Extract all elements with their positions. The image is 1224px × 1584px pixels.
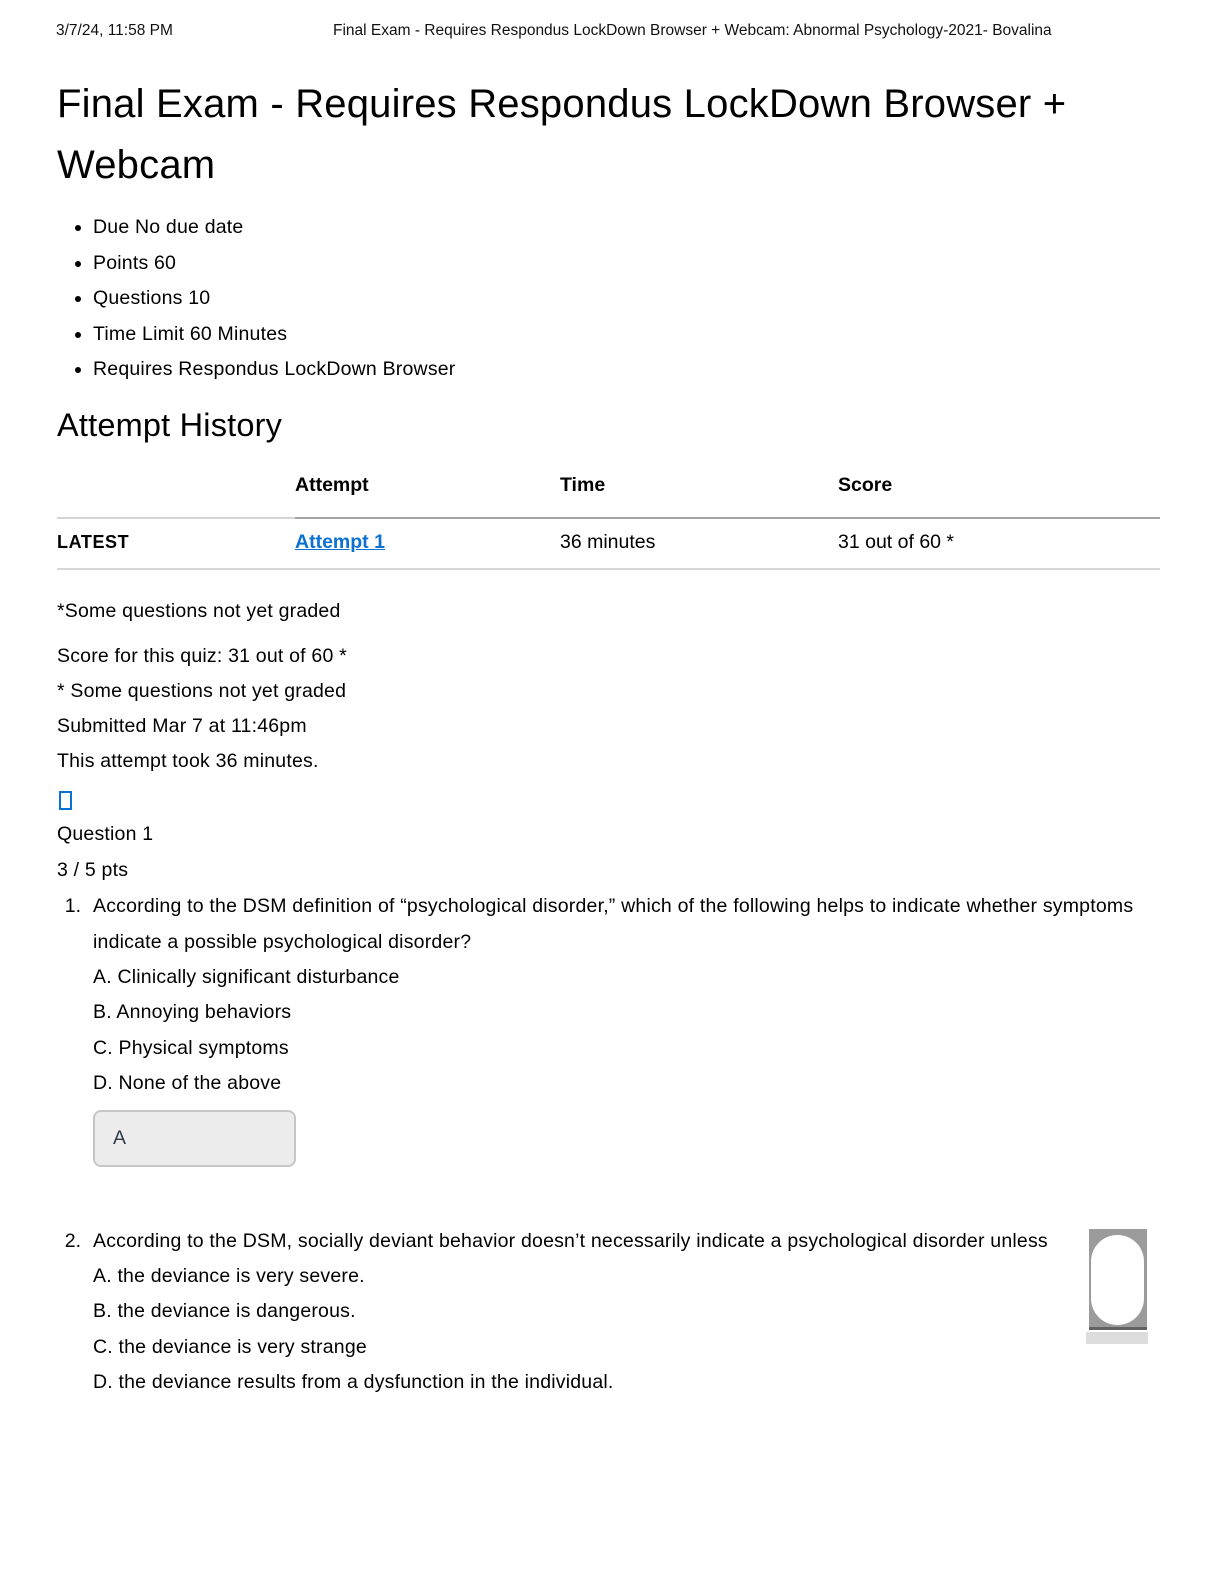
detail-due-date: • Due No due date: [93, 210, 1167, 246]
question-1-number: 1.: [64, 894, 81, 917]
detail-time-limit: • Time Limit 60 Minutes: [93, 317, 1167, 353]
scrollbar-strip: [1086, 1332, 1148, 1344]
answer-input[interactable]: [93, 1110, 296, 1167]
quiz-details-list: [57, 210, 1167, 388]
attempt-history-table: [57, 474, 1160, 570]
ungraded-note-2: * Some questions not yet graded: [57, 679, 347, 702]
question-header: [57, 816, 1167, 888]
attempt-time-value: 36 minutes: [560, 518, 838, 569]
detail-questions-count: • Questions 10: [93, 281, 1167, 317]
detail-lockdown-browser: • Requires Respondus LockDown Browser: [93, 352, 1167, 388]
score-summary: [57, 639, 1167, 779]
question-1-option-a: A. Clinically significant disturbance: [93, 965, 400, 988]
column-header-time: Time: [560, 474, 838, 518]
question-1-option-c: C. Physical symptoms: [93, 1036, 289, 1059]
attempt-1-link[interactable]: Attempt 1: [295, 530, 385, 553]
column-header-attempt: Attempt: [295, 474, 560, 518]
question-2-option-b: B. the deviance is dangerous.: [93, 1300, 356, 1322]
question-2-option-c: C. the deviance is very strange: [93, 1335, 367, 1358]
question-item-1: [57, 888, 1167, 1167]
scrollbar-thumb[interactable]: [1091, 1235, 1144, 1325]
question-title: Question 1: [57, 822, 154, 845]
quiz-title: Final Exam - Requires Respondus LockDown Browser + Webcam: [57, 82, 1067, 187]
score-line: Score for this quiz: 31 out of 60 *: [57, 644, 347, 667]
submitted-line: Submitted Mar 7 at 11:46pm: [57, 714, 307, 737]
quiz-page: [57, 0, 1167, 1401]
question-2-option-d: D. the deviance results from a dysfunction in the individual.: [93, 1371, 614, 1393]
scrollbar-track: [1089, 1229, 1147, 1330]
column-header-score: Score: [838, 474, 1160, 518]
ungraded-note: *Some questions not yet graded: [57, 599, 341, 622]
table-row: [57, 518, 1160, 569]
answer-value: A: [113, 1126, 127, 1149]
attempt-history-heading: Attempt History: [57, 406, 283, 443]
question-2-text: According to the DSM, socially deviant behavior doesn’t necessarily indicate a psychological disorder unless: [93, 1229, 1048, 1252]
question-1-text: According to the DSM definition of “psychological disorder,” which of the following helps to indicate whether symptoms indicate a possible psychological disorder?: [93, 894, 1134, 953]
attempt-score-value: 31 out of 60 *: [838, 518, 1160, 569]
question-2-option-a: A. the deviance is very severe.: [93, 1264, 365, 1287]
duration-line: This attempt took 36 minutes.: [57, 749, 319, 772]
question-item-2: [57, 1223, 1167, 1401]
question-1-option-d: D. None of the above: [93, 1072, 282, 1094]
column-header-blank: [57, 474, 295, 518]
latest-badge: LATEST: [57, 518, 295, 569]
print-timestamp: 3/7/24, 11:58 PM: [56, 22, 173, 39]
question-2-number: 2.: [64, 1229, 81, 1252]
detail-points: • Points 60: [93, 246, 1167, 282]
question-1-option-b: B. Annoying behaviors: [93, 1001, 292, 1023]
question-points: 3 / 5 pts: [57, 858, 129, 881]
print-page-title: Final Exam - Requires Respondus LockDown Browser + Webcam: Abnormal Psychology-2021- Bovalina: [333, 22, 1052, 39]
missing-glyph-icon: [59, 791, 72, 810]
table-header-row: [57, 474, 1160, 518]
questions-list: [57, 888, 1167, 1401]
